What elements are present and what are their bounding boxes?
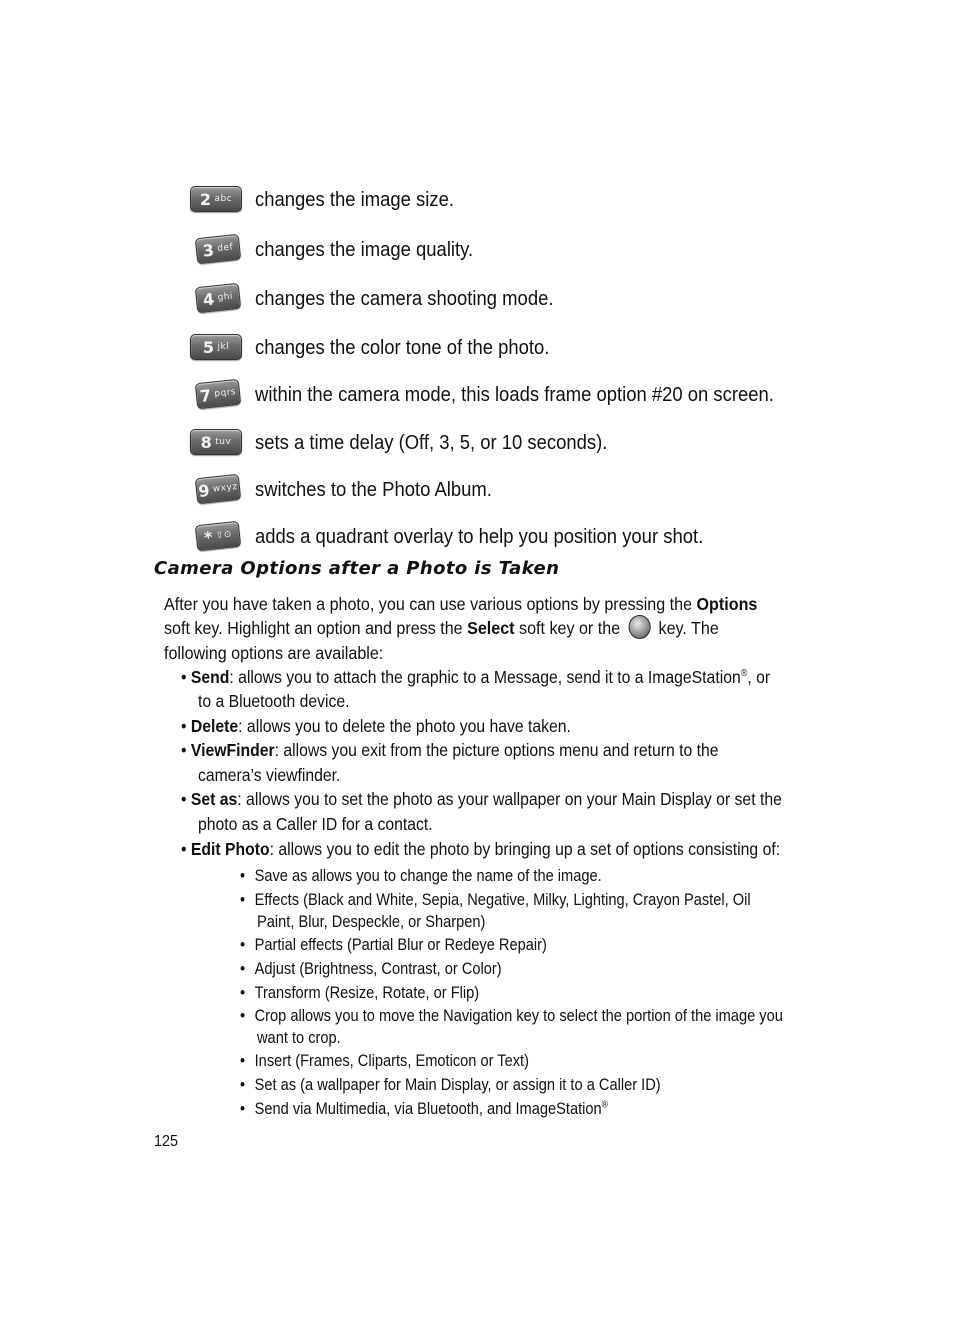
sub-bullet-transform: • Transform (Resize, Rotate, or Flip): [240, 983, 480, 1002]
sub-bullet-crop: • Crop allows you to move the Navigation key to select the portion of the image you: [240, 1006, 783, 1025]
intro-line-2: soft key. Highlight an option and press the Select soft key or the key. The: [164, 616, 790, 641]
key-4-icon: 4 ghi: [195, 283, 241, 313]
key-7-description: within the camera mode, this loads frame option #20 on screen.: [255, 383, 774, 406]
sub-bullet-set-as: • Set as (a wallpaper for Main Display, or assign it to a Caller ID): [240, 1075, 661, 1094]
key-7-icon: 7 pqrs: [195, 379, 241, 409]
key-3-description: changes the image quality.: [255, 238, 474, 261]
key-4-description: changes the camera shooting mode.: [255, 287, 554, 310]
sub-bullet-effects-cont: Paint, Blur, Despeckle, or Sharpen): [257, 912, 486, 931]
bullet-send: • Send: allows you to attach the graphic to a Message, send it to a ImageStation®, or: [181, 667, 771, 687]
sub-bullet-adjust: • Adjust (Brightness, Contrast, or Color): [240, 959, 502, 978]
key-5-icon: 5 jkl: [190, 334, 242, 360]
sub-bullet-send-via: • Send via Multimedia, via Bluetooth, and ImageStation®: [240, 1099, 608, 1118]
sub-bullet-insert: • Insert (Frames, Cliparts, Emoticon or Text): [240, 1051, 529, 1070]
key-3-icon: 3 def: [195, 234, 241, 264]
key-8-icon: 8 tuv: [190, 429, 242, 455]
bullet-set-as-cont: photo as a Caller ID for a contact.: [198, 814, 433, 834]
key-9-description: switches to the Photo Album.: [255, 478, 492, 501]
bullet-viewfinder-cont: camera’s viewfinder.: [198, 765, 341, 785]
ok-key-icon: [628, 615, 650, 639]
bullet-delete: • Delete: allows you to delete the photo you have taken.: [181, 716, 571, 736]
key-8-description: sets a time delay (Off, 3, 5, or 10 seconds).: [255, 431, 608, 454]
bullet-edit-photo: • Edit Photo: allows you to edit the photo by bringing up a set of options consisting of:: [181, 839, 781, 859]
intro-line-1: After you have taken a photo, you can use various options by pressing the Options: [164, 594, 758, 614]
key-2-icon: 2 abc: [190, 186, 242, 212]
intro-line-3: following options are available:: [164, 643, 384, 663]
bullet-viewfinder: • ViewFinder: allows you exit from the picture options menu and return to the: [181, 740, 719, 760]
key-star-description: adds a quadrant overlay to help you position your shot.: [255, 525, 704, 548]
key-star-icon: * ⇧⊙: [195, 521, 241, 551]
sub-bullet-effects: • Effects (Black and White, Sepia, Negative, Milky, Lighting, Crayon Pastel, Oil: [240, 890, 751, 909]
key-2-description: changes the image size.: [255, 188, 454, 211]
sub-bullet-crop-cont: want to crop.: [257, 1028, 341, 1047]
page-number: 125: [154, 1133, 179, 1150]
bullet-set-as: • Set as: allows you to set the photo as your wallpaper on your Main Display or set the: [181, 789, 782, 809]
key-9-icon: 9 wxyz: [195, 474, 241, 504]
key-5-description: changes the color tone of the photo.: [255, 336, 550, 359]
sub-bullet-partial-effects: • Partial effects (Partial Blur or Redeye Repair): [240, 935, 547, 954]
sub-bullet-save-as: • Save as allows you to change the name of the image.: [240, 866, 602, 885]
bullet-send-cont: to a Bluetooth device.: [198, 691, 350, 711]
section-heading: Camera Options after a Photo is Taken: [154, 558, 560, 579]
